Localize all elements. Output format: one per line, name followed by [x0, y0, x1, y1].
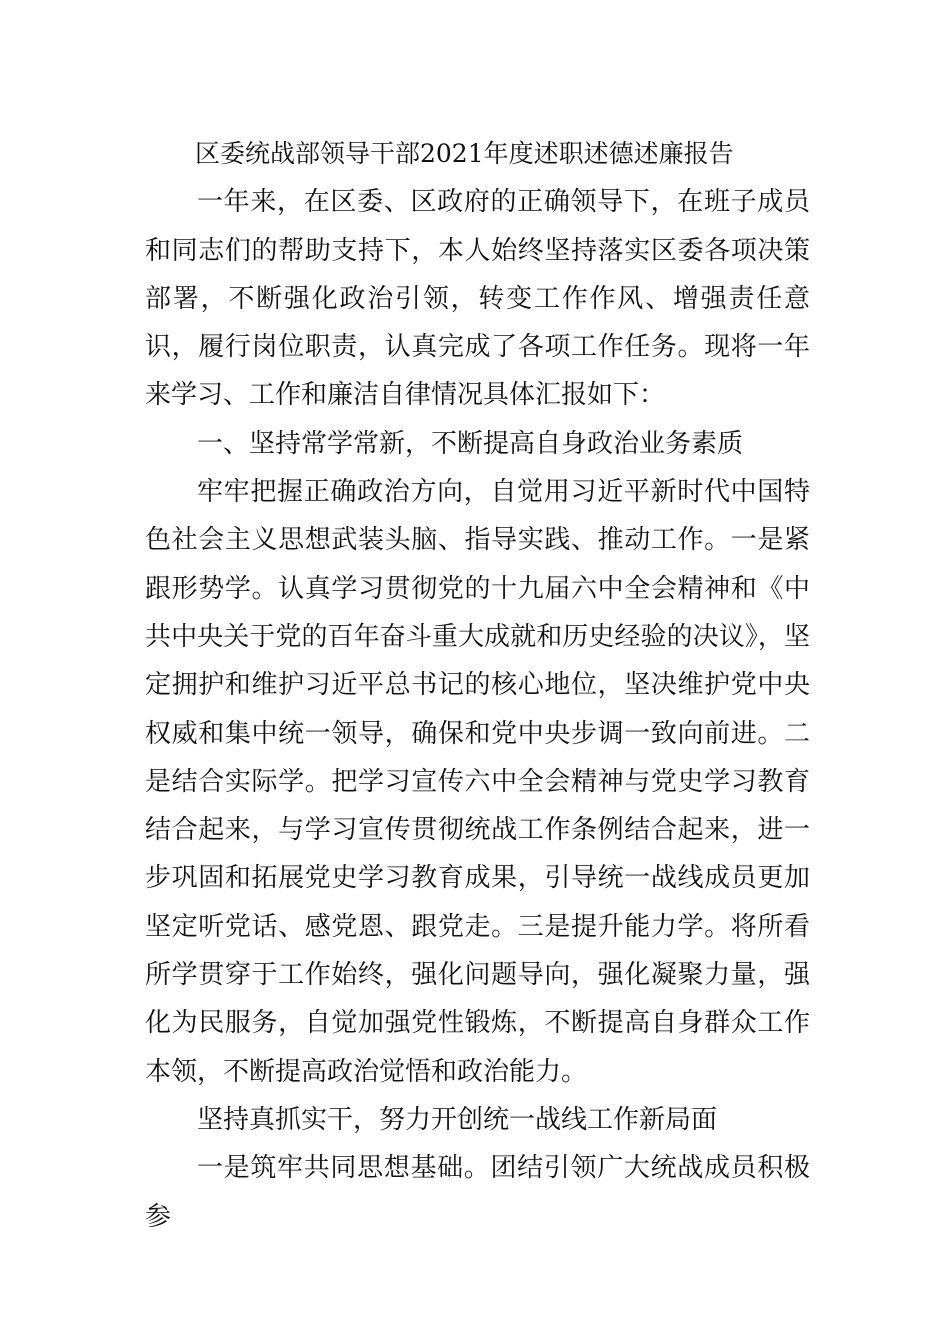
paragraph-foundation: 一是筑牢共同思想基础。团结引领广大统战成员积极参 [145, 1153, 810, 1232]
paragraph-intro: 一年来，在区委、区政府的正确领导下，在班子成员和同志们的帮助支持下，本人始终坚持落实区委各项决策部署，不断强化政治引领，转变工作作风、增强责任意识，履行岗位职责，认真完成了各项工作任务。现将一年来学习、工作和廉洁自律情况具体汇报如下： [145, 187, 810, 411]
document-title: 区委统战部领导干部2021年度述职述德述廉报告 [195, 139, 734, 168]
document-body [145, 130, 810, 1241]
section-heading-2: 坚持真抓实干，努力开创统一战线工作新局面 [197, 1104, 718, 1135]
paragraph-study: 牢牢把握正确政治方向，自觉用习近平新时代中国特色社会主义思想武装头脑、指导实践、推动工作。一是紧跟形势学。认真学习贯彻党的十九届六中全会精神和《中共中央关于党的百年奋斗重大成就和历史经验的决议》，坚定拥护和维护习近平总书记的核心地位，坚决维护党中央权威和集中统一领导，确保和党中央步调一致向前进。二是结合实际学。把学习宣传六中全会精神与党史学习教育结合起来，与学习宣传贯彻统战工作条例结合起来，进一步巩固和拓展党史学习教育成果，引导统一战线成员更加坚定听党话、感党恩、跟党走。三是提升能力学。将所看所学贯穿于工作始终，强化问题导向，强化凝聚力量，强化为民服务，自觉加强党性锻炼，不断提高自身群众工作本领，不断提高政治觉悟和政治能力。 [145, 477, 810, 1087]
section-heading-1: 一、坚持常学常新，不断提高自身政治业务素质 [197, 428, 744, 459]
